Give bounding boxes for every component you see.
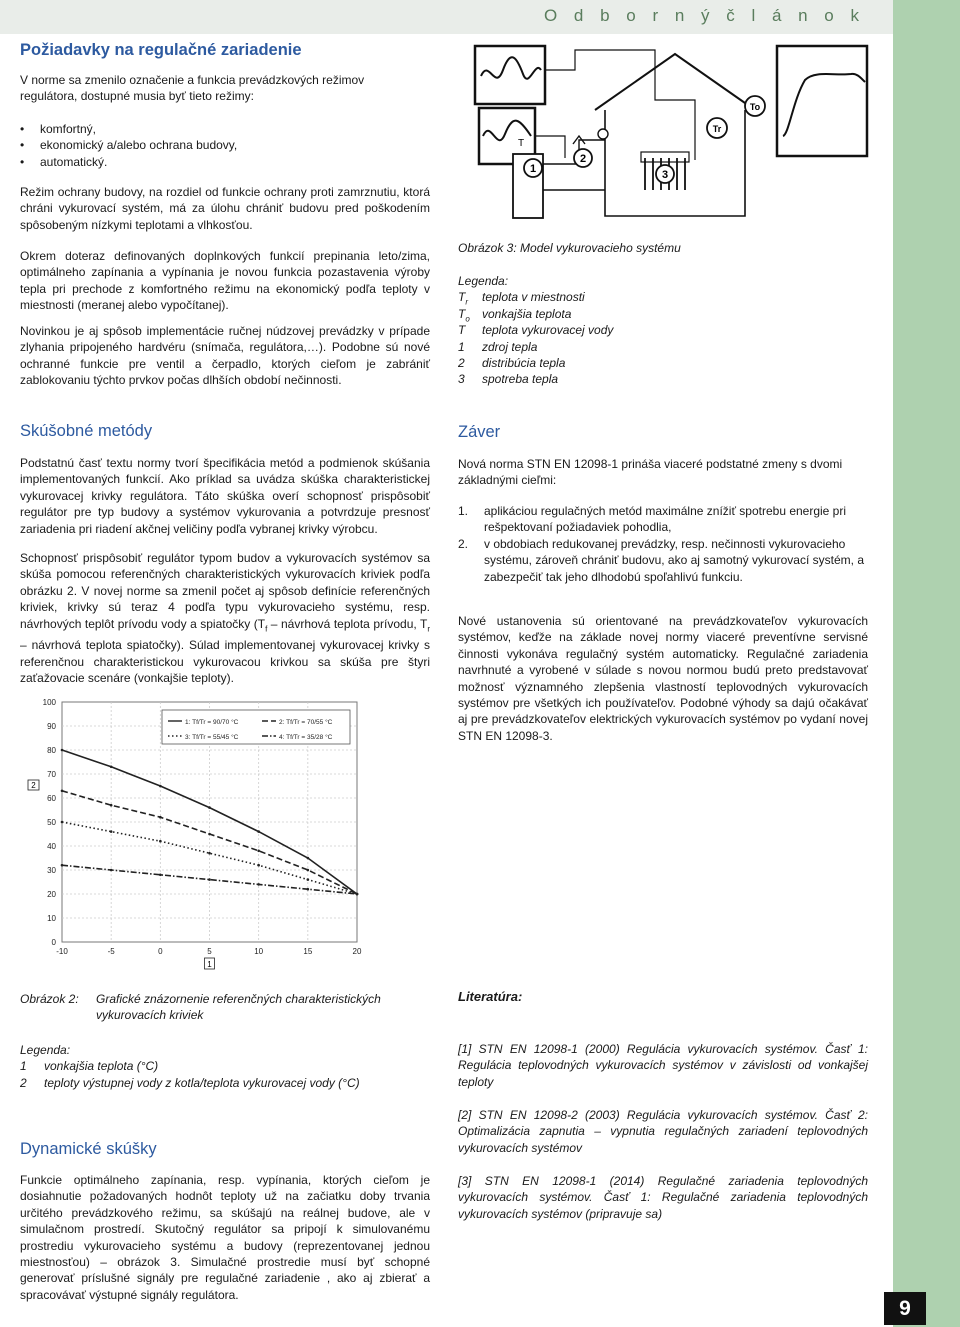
paragraph-test1: Podstatnú časť textu normy tvorí špecifikácia metód a podmienok skúšania implementovaných funkcií. Ako príklad sa uvádza skúška charakteristickej vykurovacej krivky regulátora. Táto skúška overí schopnosť prispôsobiť regulátor pre typ budovy a systémov vykurovania a potvrdzuje presnosť zariadenia pri riadení akčnej veličiny podľa vybranej krivky výrobcu. (20, 456, 430, 536)
data-point (110, 830, 113, 833)
legend-item: 2 teploty výstupnej vody z kotla/teplota vykurovacej vody (°C) (20, 1075, 360, 1090)
legend-entry: 1: Tf/Tr = 90/70 °C (185, 719, 239, 726)
label-3: 3 (661, 169, 669, 181)
data-point (257, 830, 260, 833)
x-tick-label: 5 (207, 947, 212, 956)
list-item: • komfortný, (20, 121, 422, 137)
x-tick-label: 20 (352, 947, 362, 956)
data-point (257, 850, 260, 853)
heating-system-diagram (455, 40, 885, 230)
legend-item: 2 distribúcia tepla (458, 356, 566, 371)
paragraph-test2: Schopnosť prispôsobiť regulátor typom budov a vykurovacích systémov sa skúša pomocou referenčných charakteristických vykurovacích kriviek podľa obrázku 2. V novej norme sa zmenil počet aj spôsob definície referenčných kriviek, krivky sú teraz 4 podľa typu vykurovacieho systému, resp. návrhových teplôt prívodu vody a spiatočky ($T_f$ – návrhová teplota prívodu, $T_r$ – návrhová teplota spiatočky). Súlad implementovanej vykurovacej krivky s referenčnou charakteristickou vykurovacou krivkou sa skúša pre štyri zaťažovacie scenáre (vonkajšie teploty). (20, 551, 430, 686)
data-point (208, 806, 211, 809)
y-tick-label: 90 (47, 722, 56, 731)
data-point (159, 785, 162, 788)
legend-item: 1 zdroj tepla (458, 339, 538, 354)
goals-list (458, 503, 868, 585)
legend-entry: 2: Tf/Tr = 70/55 °C (279, 719, 333, 726)
data-point (110, 766, 113, 769)
data-point (208, 878, 211, 881)
page-number: 9 (884, 1292, 926, 1325)
y-tick-label: 0 (51, 938, 56, 947)
y-tick-label: 80 (47, 746, 56, 755)
legend-item: $T_o$ vonkajšia teplota (458, 306, 572, 324)
y-tick-label: 100 (42, 698, 56, 707)
legend-item: 3 spotreba tepla (458, 372, 559, 387)
data-point (61, 790, 64, 793)
list-item: 1. aplikáciou regulačných metód maximálne znížiť spotrebu energie pri rešpektovaní požiadaviek pohodlia, (458, 504, 847, 535)
data-point (110, 869, 113, 872)
y-tick-label: 40 (47, 842, 56, 851)
list-item: 2. v obdobiach redukovanej prevádzky, resp. nečinnosti vykurovacieho systému, zároveň chrániť budovu, ako aj samotný vykurovací systém, a zabezpečiť tak jeho dlhodobú spoľahlivú funkciu. (458, 536, 864, 584)
reference-item: [3] STN EN 12098-1 (2014) Regulačné zariadenia teplovodných vykurovacích systémov. Časť 1: Regulačné zariadenia teplovodných vykurovacích systémov (pripravuje sa) (458, 1174, 868, 1221)
list-item: • ekonomický a/alebo ochrana budovy, (20, 137, 422, 153)
fig2-legend (20, 1042, 420, 1091)
heating-curves-chart (22, 690, 382, 980)
x-tick-label: 0 (158, 947, 163, 956)
fig2-caption: Grafické znázornenie referenčných charakteristických vykurovacích kriviek (96, 992, 381, 1023)
paragraph-manual: Novinkou je aj spôsob implementácie ručnej núdzovej prevádzky v prípade zlyhania pripojeného hardvéru (snímača, regulátora,…). Podobne sú nové ochranné funkcie pre ventil a čerpadlo, ktorých cieľom je zabrániť zablokovaniu týchto prvkov počas dlhších období nečinnosti. (20, 324, 430, 388)
modes-list (20, 121, 422, 170)
signal-panel-1 (475, 46, 545, 104)
data-point (61, 821, 64, 824)
y-tick-label: 60 (47, 794, 56, 803)
y-tick-label: 10 (47, 914, 56, 923)
x-tick-label: -5 (107, 947, 115, 956)
legend-item: $T_r$ teplota v miestnosti (458, 290, 585, 307)
data-point (61, 864, 64, 867)
conclusion-heading: Záver (458, 423, 501, 441)
list-item: • automatický. (20, 154, 422, 170)
test-methods-heading: Skúšobné metódy (20, 422, 153, 440)
label-tr: Tr (712, 124, 722, 134)
y-tick-label: 20 (47, 890, 56, 899)
paragraph-new-provisions: Nové ustanovenia sú orientované na prevádzkovateľov vykurovacích systémov, keďže na základe novej normy viaceré preventívne servisné činnosti vykonáva regulačný systém automaticky. Regulačné zariadenia navrhnuté a vyrobené v súlade s novou normou budú preto predstavovať možnosť významného zlepšenia vlastností teplovodných vykurovacích systémov pre všetkých ich používateľov. Podobné výhody sa dajú očakávať aj pre prevádzkovateľov elektrických vykurovacích systémov po vydaní novej STN EN 12098-3. (458, 614, 868, 743)
legend-entry: 4: Tf/Tr = 35/28 °C (279, 734, 333, 741)
data-point (61, 749, 64, 752)
data-point (159, 840, 162, 843)
label-2: 2 (579, 153, 587, 165)
data-point (307, 878, 310, 881)
paragraph-protection: Režim ochrany budovy, na rozdiel od funkcie ochrany proti zamrznutiu, ktorá chráni vykurovací systém, má za úlohu chrániť budovu pred poškodením spôsobeným nízkymi teplotami a vlhkosťou. (20, 185, 430, 232)
signal-panel-3 (777, 46, 867, 156)
y-tick-label: 30 (47, 866, 56, 875)
data-point (307, 888, 310, 891)
label-to: To (749, 102, 761, 112)
legend-item: T teplota vykurovacej vody (458, 323, 614, 338)
requirements-heading: Požiadavky na regulačné zariadenie (20, 41, 302, 59)
data-point (257, 883, 260, 886)
reference-item: [1] STN EN 12098-1 (2000) Regulácia vykurovacích systémov. Časť 1: Regulácia teplovodných vykurovacích systémov v závislosti od vonkajšej teploty (458, 1042, 868, 1089)
label-1: 1 (529, 163, 537, 175)
x-tick-label: 15 (303, 947, 313, 956)
label-t: T (517, 138, 525, 149)
legend-title: Legenda: (20, 1043, 71, 1057)
literature-heading: Literatúra: (458, 989, 523, 1004)
x-axis-label: 1 (207, 960, 212, 969)
y-tick-label: 50 (47, 818, 56, 827)
y-axis-label: 2 (31, 781, 36, 790)
data-point (208, 852, 211, 855)
legend-title: Legenda: (458, 274, 509, 288)
requirements-intro: V norme sa zmenilo označenie a funkcia prevádzkových režimov regulátora, dostupné musia byť tieto režimy: (20, 73, 365, 104)
paragraph-functions: Okrem doteraz definovaných doplnkových funkcií prepinania leto/zima, optimálneho zapínania a vypínania je novou funkcia pozastavenia výroby tepla pri prechode z komfortného režimu na ekonomický podľa teploty v miestnosti (meranej alebo vypočítanej). (20, 249, 430, 313)
section-title: O d b o r n ý č l á n o k (543, 6, 865, 25)
paragraph-dynamic: Funkcie optimálneho zapínania, resp. vypínania, ktorých cieľom je dosiahnutie požadovaných hodnôt teploty už na začiatku doby trvania určitého prevádzkového režimu, sa skúšajú na reálnej budove, ale v simulačnom prostredí. Skutočný regulátor sa pripojí k simulovanému prostrediu vykurovacieho systému a budovy (reprezentovanej jednou miestnosťou) – obrázok 3. Simulačné prostredie musí byť schopné generovať príslušné signály pre regulačné zariadenie , ako aj zbierať a spracovávať výstupné signály regulátora. (20, 1173, 430, 1302)
data-point (159, 816, 162, 819)
fig2-label: Obrázok 2: (20, 992, 79, 1006)
paragraph-conclusion: Nová norma STN EN 12098-1 prináša viaceré podstatné zmeny s dvomi základnými cieľmi: (458, 457, 843, 488)
x-tick-label: 10 (254, 947, 264, 956)
legend-entry: 3: Tf/Tr = 55/45 °C (185, 734, 239, 741)
fig3-caption: Obrázok 3: Model vykurovacieho systému (458, 241, 681, 255)
data-point (356, 893, 359, 896)
legend-item: 1 vonkajšia teplota (°C) (20, 1059, 159, 1074)
data-point (257, 864, 260, 867)
fig3-legend (458, 273, 878, 388)
dynamic-tests-heading: Dynamické skúšky (20, 1140, 157, 1158)
data-point (159, 874, 162, 877)
data-point (307, 857, 310, 860)
data-point (110, 804, 113, 807)
x-tick-label: -10 (56, 947, 68, 956)
reference-item: [2] STN EN 12098-2 (2003) Regulácia vykurovacích systémov. Časť 2: Optimalizácia zapnutia – vypnutia regulačných zariadení teplovodných vykurovacích systémov (458, 1108, 868, 1155)
data-point (208, 833, 211, 836)
data-point (307, 869, 310, 872)
sidebar-stripe (893, 0, 960, 1327)
y-tick-label: 70 (47, 770, 56, 779)
